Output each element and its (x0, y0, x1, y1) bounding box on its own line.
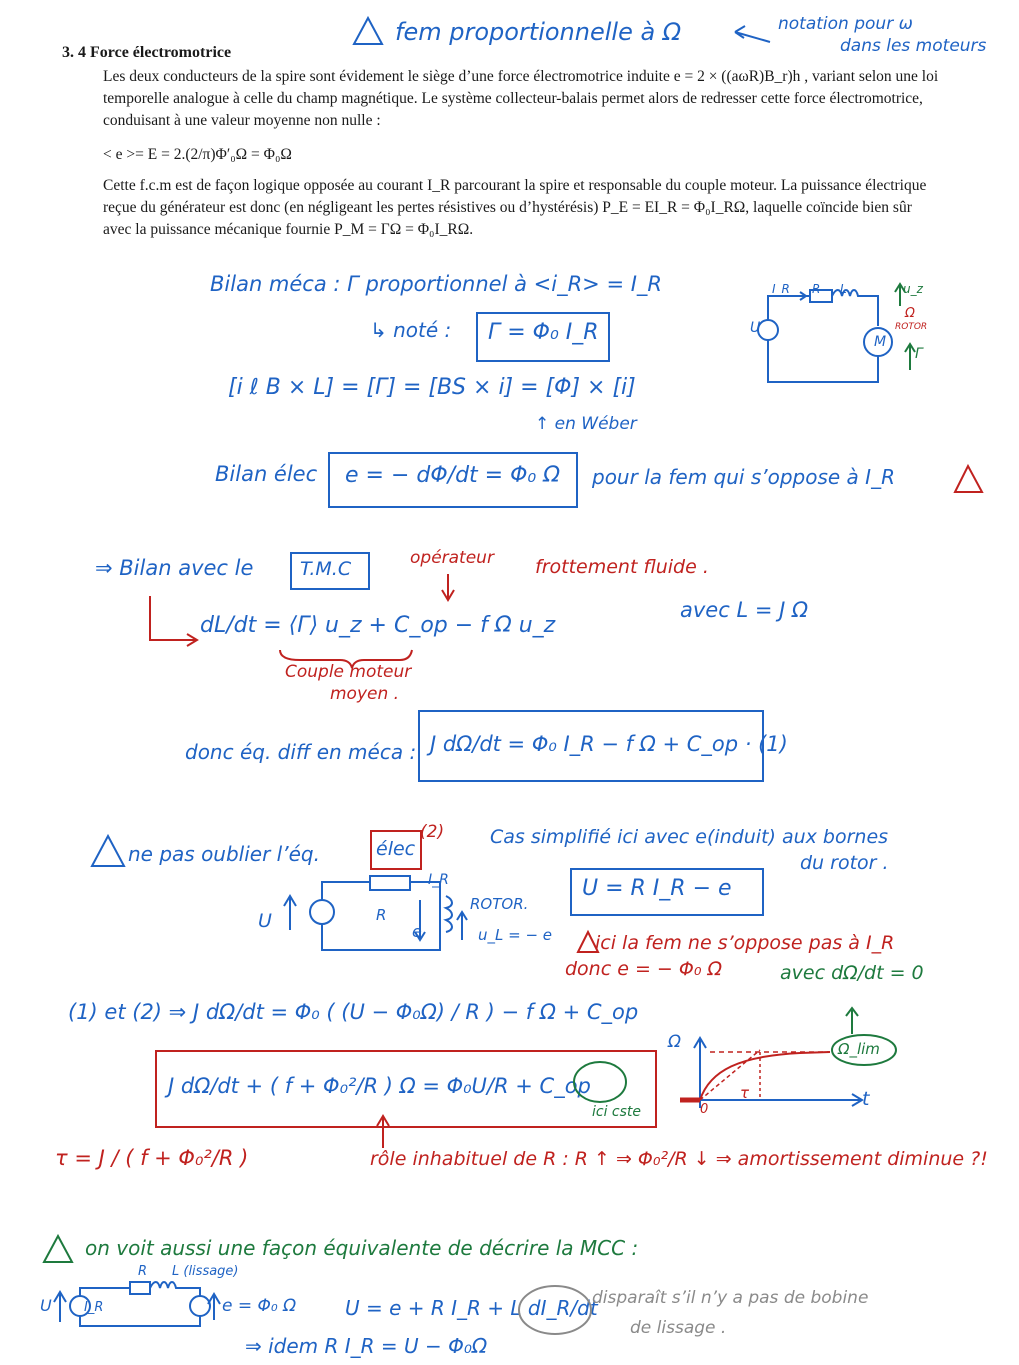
tmc-equation: dL/dt = ⟨Γ⟩ u_z + C_op − f Ω u_z (200, 613, 556, 638)
role-r-note: rôle inhabituel de R : R ↑ ⇒ Φ₀²/R ↓ ⇒ amortissement diminue ?! (370, 1148, 988, 1170)
main-equation-text: J dΩ/dt + ( f + Φ₀²/R ) Ω = Φ₀U/R + C_op (168, 1074, 591, 1098)
donc-e-note: donc e = − Φ₀ Ω (565, 958, 722, 980)
c1-gamma-label: Γ (915, 346, 923, 362)
bilan-elec: Bilan élec (215, 462, 318, 486)
dimension-equation: [i ℓ B × L] = [Γ] = [BS × i] = [Φ] × [i] (228, 375, 636, 400)
top-warning-note: fem proportionnelle à Ω (395, 18, 682, 46)
on-voit-note: on voit aussi une façon équivalente de décrire la MCC : (85, 1236, 639, 1260)
top-arrow-note-2: dans les moteurs (840, 36, 987, 56)
c1-rotor-label: ROTOR (895, 322, 928, 332)
section-title: 3. 4 Force électromotrice (62, 44, 232, 61)
c1-u-label: U (750, 320, 761, 336)
arrow-icon (150, 596, 197, 646)
omega-graph (680, 1008, 896, 1108)
brace (280, 650, 412, 668)
arrow-icon (377, 1116, 389, 1148)
warning-icon (354, 18, 382, 44)
bottom-e-label: e = Φ₀ Ω (222, 1296, 297, 1316)
circuit-2 (284, 876, 467, 950)
circuit-3 (54, 1282, 220, 1326)
fem-note: pour la fem qui s’oppose à I_R (592, 465, 895, 489)
warning-icon (955, 466, 982, 492)
top-arrow-note-1: notation pour ω (778, 14, 913, 34)
arrow-icon (442, 574, 454, 600)
paragraph-2: Cette f.c.m est de façon logique opposée au courant I_R parcourant la spire et responsable du couple moteur. La puissance électrique reçue du générateur est donc (en négligeant les pertes résistives ou d’hystérésis) P_E = EI_R = Φ₀I_RΩ, laquelle coïncide bien sûr avec la puissance mécanique fournie P_M = ΓΩ = Φ₀I_RΩ. (103, 177, 927, 238)
warning-icon (92, 836, 124, 866)
fem-box-text: e = − dΦ/dt = Φ₀ Ω (345, 463, 561, 488)
graph-zero-label: 0 (700, 1102, 709, 1117)
tmc-box-text: T.M.C (300, 558, 352, 580)
graph-t-label: t (862, 1088, 870, 1110)
avec-deriv-note: avec dΩ/dt = 0 (780, 962, 924, 984)
c2-u-label: U (258, 910, 272, 932)
c1-i-label: I_R (772, 282, 790, 296)
weber-note: ↑ en Wéber (535, 414, 637, 434)
meca-box-text: J dΩ/dt = Φ₀ I_R − f Ω + C_op · (1) (430, 732, 788, 756)
ne-pas-oublier: ne pas oublier l’éq. (128, 842, 320, 866)
bilan-meca: Bilan méca : Γ proportionnel à <i_R> = I_R (210, 272, 663, 296)
cas-simplifie-2: du rotor . (800, 852, 889, 874)
c2-r-label: R (376, 906, 387, 924)
graph-omega-label: Ω (668, 1032, 681, 1052)
c3-i-label: I_R (84, 1300, 104, 1315)
c2-ul-label: u_L = − e (478, 926, 553, 944)
c3-u-label: U (40, 1296, 52, 1315)
tmc-avec: avec L = J Ω (680, 598, 808, 622)
c3-l-label: L (lissage) (172, 1264, 239, 1279)
tau-expression: τ = J / ( f + Φ₀²/R ) (55, 1146, 249, 1170)
frottement-note: frottement fluide . (535, 556, 709, 578)
bilan-tmc: ⇒ Bilan avec le (95, 556, 254, 580)
elec-box-text: élec (376, 838, 416, 860)
couple-moteur-note: Couple moteur (285, 662, 412, 682)
c1-omega-label: Ω (905, 306, 915, 321)
note-label: ↳ noté : (370, 318, 452, 342)
c1-r-label: R (812, 282, 821, 296)
c3-r-label: R (138, 1264, 148, 1279)
ici-fem-note: ici la fem ne s’oppose pas à I_R (595, 932, 895, 954)
cste-note: ici cste (592, 1104, 642, 1120)
cas-simplifie-1: Cas simplifié ici avec e(induit) aux bornes (490, 826, 889, 848)
c1-uz-label: u_z (903, 282, 923, 296)
warning-icon (44, 1236, 72, 1262)
circuit-1 (758, 290, 892, 382)
arrow-icon (735, 26, 770, 42)
disparait-1: disparaît s’il n’y a pas de bobine (592, 1288, 869, 1308)
moyen-note: moyen . (330, 684, 400, 704)
equation-mean-emf: < e >= E = 2.(2/π)Φ′₀Ω = Φ₀Ω (103, 146, 292, 163)
paragraph-1: Les deux conducteurs de la spire sont évidement le siège d’une force électromotrice induite e = 2 × ((aωR)B_r)h , variant selon une loi temporelle analogue à celle du champ magnétique. Le système collecteur-balais permet alors de redresser cette force électromotrice, conduisant à une valeur moyenne non nulle : (103, 68, 939, 129)
c2-i-label: I_R (428, 872, 449, 888)
c2-rotor-label: ROTOR. (470, 895, 529, 913)
warning-icon (578, 932, 598, 952)
donc-eq-label: donc éq. diff en méca : (185, 740, 417, 764)
combined-equation: (1) et (2) ⇒ J dΩ/dt = Φ₀ ( (U − Φ₀Ω) / R ) − f Ω + C_op (68, 1000, 639, 1024)
cop-circle (574, 1062, 626, 1102)
omega-lim-label: Ω_lim (838, 1040, 880, 1058)
operateur-note: opérateur (410, 548, 494, 568)
gamma-box-text: Γ = Φ₀ I_R (488, 320, 599, 345)
idem-note: ⇒ idem R I_R = U − Φ₀Ω (245, 1334, 488, 1358)
c2-e-label: e (412, 922, 422, 941)
elec-num: (2) (420, 822, 445, 842)
disparait-2: de lissage . (630, 1318, 727, 1338)
c1-motor-label: M (874, 334, 887, 350)
u-box-text: U = R I_R − e (582, 876, 732, 901)
highlight-circle (519, 1286, 591, 1334)
graph-tau-label: τ (740, 1084, 750, 1102)
c1-l-label: L (840, 282, 847, 296)
bottom-equation: U = e + R I_R + L dI_R/dt (345, 1296, 598, 1320)
